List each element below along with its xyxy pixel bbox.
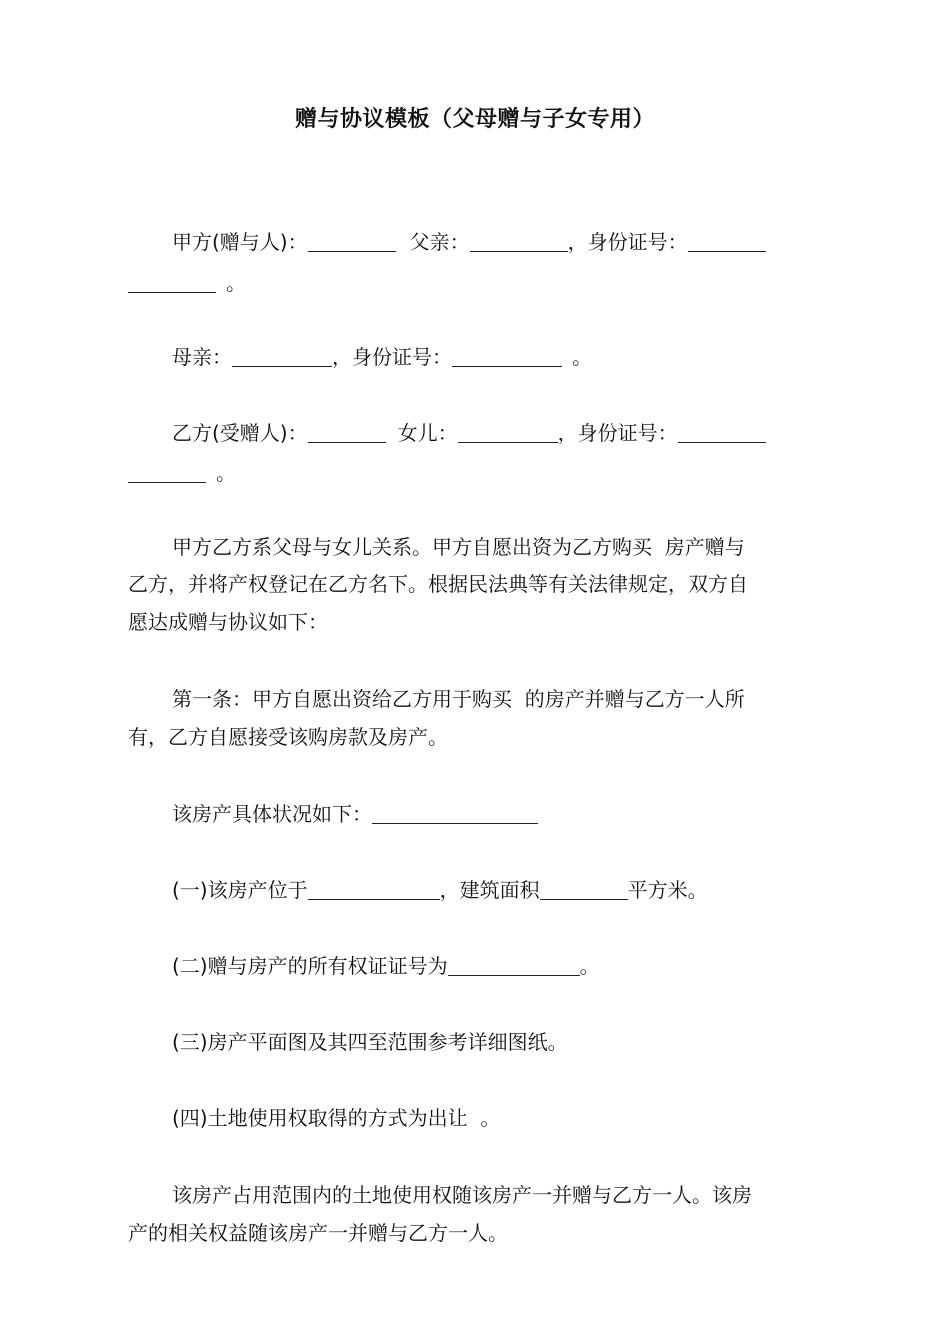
intro-line-3: 愿达成赠与协议如下：	[128, 610, 328, 634]
daughter-label: 女儿：	[397, 421, 458, 445]
daughter-name-blank	[458, 424, 558, 443]
mother-id-blank	[452, 348, 562, 367]
property-status-label: 该房产具体状况如下：	[172, 802, 372, 826]
party-a-label: 甲方(赠与人)：	[172, 230, 308, 254]
mother-line	[172, 344, 592, 370]
mother-label: 母亲：	[172, 345, 232, 369]
item-2	[172, 953, 600, 979]
article-1-line-1: 第一条：甲方自愿出资给乙方用于购买 的房产并赠与乙方一人所	[172, 687, 745, 711]
party-b-name-blank	[308, 424, 386, 443]
mother-id-label: ，身份证号：	[332, 345, 452, 369]
father-id-label: ，身份证号：	[567, 230, 688, 254]
father-id-blank	[688, 233, 766, 252]
item-1	[172, 877, 708, 903]
mother-end: 。	[572, 345, 592, 369]
item-1-suffix: 平方米。	[627, 878, 708, 902]
party-a-end: 。	[226, 271, 246, 295]
property-status-line	[172, 801, 538, 827]
daughter-id-label: ，身份证号：	[557, 421, 678, 445]
property-location-blank	[308, 881, 440, 900]
item-2-prefix: (二)赠与房产的所有权证证号为	[172, 954, 448, 978]
property-status-blank	[372, 805, 538, 824]
item-1-prefix: (一)该房产位于	[172, 878, 308, 902]
daughter-id-blank-cont	[128, 464, 206, 483]
document-title: 赠与协议模板（父母赠与子女专用）	[294, 107, 655, 132]
party-a-line-2	[128, 270, 246, 296]
party-b-line-2	[128, 460, 236, 486]
party-b-end: 。	[216, 461, 236, 485]
party-b-line	[172, 420, 766, 446]
party-a-name-blank	[308, 233, 396, 252]
item-3: (三)房产平面图及其四至范围参考详细图纸。	[172, 1030, 568, 1054]
item-1-area-label: ，建筑面积	[439, 878, 540, 902]
father-label: 父亲：	[409, 230, 470, 254]
property-area-blank	[540, 881, 628, 900]
party-b-label: 乙方(受赠人)：	[172, 421, 308, 445]
article-1-line-2: 有，乙方自愿接受该购房款及房产。	[128, 725, 448, 749]
father-id-blank-cont	[128, 274, 216, 293]
land-line-1: 该房产占用范围内的土地使用权随该房产一并赠与乙方一人。该房	[172, 1183, 752, 1207]
mother-name-blank	[232, 348, 332, 367]
daughter-id-blank	[678, 424, 766, 443]
land-line-2: 产的相关权益随该房产一并赠与乙方一人。	[128, 1221, 508, 1245]
certificate-number-blank	[448, 957, 580, 976]
intro-line-1: 甲方乙方系父母与女儿关系。甲方自愿出资为乙方购买 房产赠与	[172, 535, 745, 559]
party-a-line	[172, 229, 766, 255]
father-name-blank	[470, 233, 568, 252]
item-4: (四)土地使用权取得的方式为出让 。	[172, 1106, 501, 1130]
intro-line-2: 乙方，并将产权登记在乙方名下。根据民法典等有关法律规定，双方自	[128, 572, 748, 596]
item-2-suffix: 。	[579, 954, 600, 978]
